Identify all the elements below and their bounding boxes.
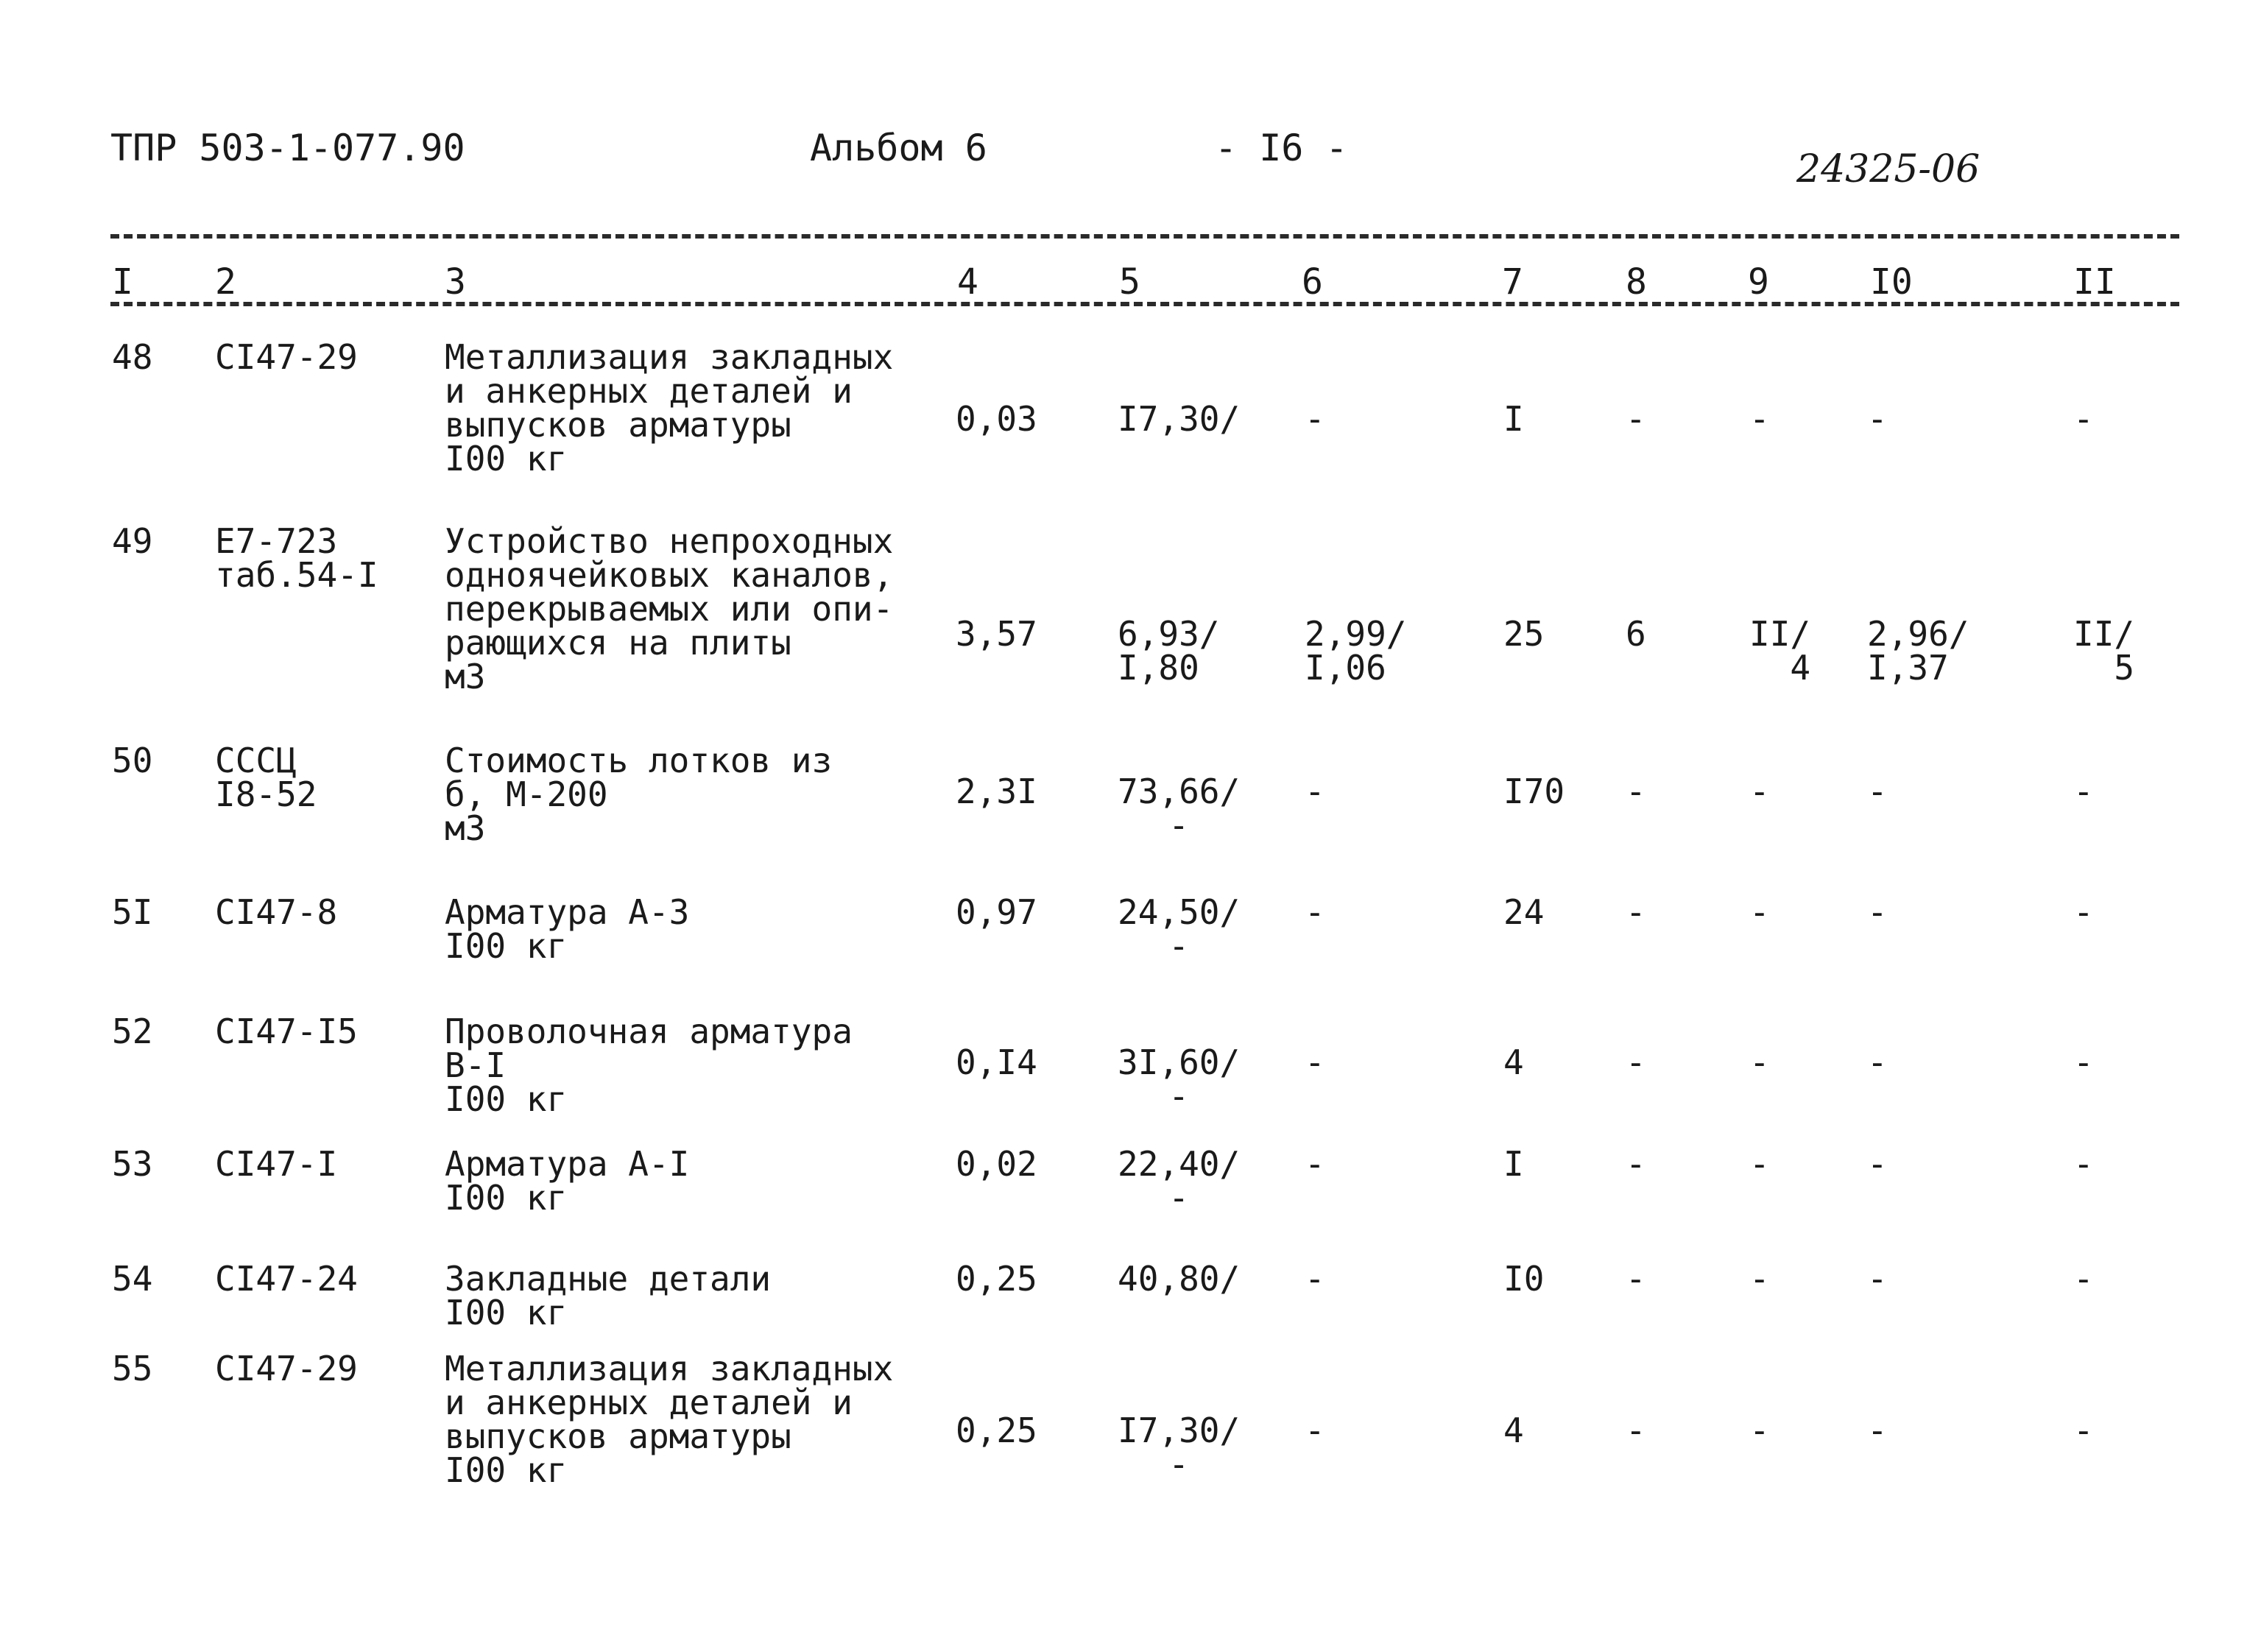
norm-code: СССЦ I8-52: [215, 741, 317, 814]
col-10-value: -: [1867, 399, 1888, 439]
row-number: 5I: [112, 892, 153, 932]
col-11-value: -: [2073, 772, 2094, 811]
norm-code: СI47-29: [215, 1349, 358, 1388]
col-6-value: -: [1305, 1144, 1325, 1184]
col-6-value: -: [1305, 1259, 1325, 1299]
col-6-value: -: [1305, 1042, 1325, 1082]
col-9-value: II/ 4: [1749, 614, 1811, 688]
column-numbers-dashed-rule: [110, 302, 2179, 306]
col-7-value: I: [1503, 1144, 1524, 1184]
norm-code: СI47-8: [215, 892, 338, 932]
row-number: 54: [112, 1259, 153, 1299]
work-description: Устройство непроходных одноячейковых каналов, перекрываемых или опи- рающихся на плиты м3: [445, 521, 894, 696]
row-number: 49: [112, 521, 153, 561]
norm-code: СI47-24: [215, 1259, 358, 1299]
col-10-value: 2,96/ I,37: [1867, 614, 1969, 688]
col-7-value: I0: [1503, 1259, 1545, 1299]
col-11-value: -: [2073, 1411, 2094, 1450]
col-9-value: -: [1749, 892, 1770, 932]
norm-code: Е7-723 таб.54-I: [215, 521, 378, 595]
col-10-value: -: [1867, 1411, 1888, 1450]
col-6-value: -: [1305, 772, 1325, 811]
quantity: 0,25: [956, 1411, 1037, 1450]
page-number: - I6 -: [1215, 127, 1348, 169]
quantity: 0,02: [956, 1144, 1037, 1184]
col-6-value: -: [1305, 399, 1325, 439]
col-8-value: -: [1626, 1259, 1646, 1299]
column-number-8: 8: [1626, 261, 1647, 303]
unit-cost: 22,40/ -: [1118, 1144, 1241, 1218]
quantity: 3,57: [956, 614, 1037, 654]
row-number: 50: [112, 741, 153, 780]
col-11-value: -: [2073, 1042, 2094, 1082]
col-7-value: I: [1503, 399, 1524, 439]
col-11-value: II/ 5: [2073, 614, 2135, 688]
album-label: Альбом 6: [810, 127, 987, 169]
col-6-value: -: [1305, 892, 1325, 932]
col-7-value: 4: [1503, 1042, 1524, 1082]
unit-cost: 40,80/: [1118, 1259, 1241, 1299]
unit-cost: 6,93/ I,80: [1118, 614, 1220, 688]
col-10-value: -: [1867, 1259, 1888, 1299]
col-8-value: -: [1626, 399, 1646, 439]
column-number-1: I: [112, 261, 133, 303]
col-11-value: -: [2073, 892, 2094, 932]
work-description: Металлизация закладных и анкерных деталей и выпусков арматуры I00 кг: [445, 1349, 894, 1490]
col-7-value: I70: [1503, 772, 1565, 811]
row-number: 48: [112, 337, 153, 377]
norm-code: СI47-I: [215, 1144, 338, 1184]
column-number-4: 4: [957, 261, 978, 303]
inventory-number: 24325-06: [1796, 147, 1980, 191]
document-code: ТПР 503-1-077.90: [110, 127, 465, 169]
col-6-value: 2,99/ I,06: [1305, 614, 1407, 688]
col-7-value: 25: [1503, 614, 1545, 654]
col-8-value: -: [1626, 1042, 1646, 1082]
column-number-3: 3: [445, 261, 466, 303]
col-9-value: -: [1749, 1411, 1770, 1450]
work-description: Закладные детали I00 кг: [445, 1259, 772, 1332]
col-6-value: -: [1305, 1411, 1325, 1450]
work-description: Арматура А-3 I00 кг: [445, 892, 690, 966]
row-number: 53: [112, 1144, 153, 1184]
column-number-6: 6: [1302, 261, 1323, 303]
col-11-value: -: [2073, 1259, 2094, 1299]
unit-cost: I7,30/ -: [1118, 1411, 1241, 1484]
work-description: Проволочная арматура В-I I00 кг: [445, 1012, 853, 1119]
col-11-value: -: [2073, 399, 2094, 439]
col-10-value: -: [1867, 1144, 1888, 1184]
col-8-value: -: [1626, 772, 1646, 811]
unit-cost: 73,66/ -: [1118, 772, 1241, 845]
column-number-2: 2: [215, 261, 236, 303]
col-10-value: -: [1867, 892, 1888, 932]
top-dashed-rule: [110, 234, 2179, 239]
col-8-value: 6: [1626, 614, 1646, 654]
norm-code: СI47-29: [215, 337, 358, 377]
work-description: Арматура А-I I00 кг: [445, 1144, 690, 1218]
col-11-value: -: [2073, 1144, 2094, 1184]
col-10-value: -: [1867, 1042, 1888, 1082]
col-9-value: -: [1749, 772, 1770, 811]
norm-code: СI47-I5: [215, 1012, 358, 1051]
quantity: 2,3I: [956, 772, 1037, 811]
col-8-value: -: [1626, 892, 1646, 932]
col-9-value: -: [1749, 1042, 1770, 1082]
row-number: 55: [112, 1349, 153, 1388]
column-number-5: 5: [1119, 261, 1140, 303]
unit-cost: 3I,60/ -: [1118, 1042, 1241, 1116]
col-9-value: -: [1749, 399, 1770, 439]
row-number: 52: [112, 1012, 153, 1051]
col-8-value: -: [1626, 1411, 1646, 1450]
col-10-value: -: [1867, 772, 1888, 811]
unit-cost: 24,50/ -: [1118, 892, 1241, 966]
col-9-value: -: [1749, 1259, 1770, 1299]
unit-cost: I7,30/: [1118, 399, 1241, 439]
column-number-9: 9: [1748, 261, 1769, 303]
col-7-value: 4: [1503, 1411, 1524, 1450]
work-description: Стоимость лотков из б, М-200 м3: [445, 741, 833, 848]
col-7-value: 24: [1503, 892, 1545, 932]
column-number-10: I0: [1870, 261, 1913, 303]
col-9-value: -: [1749, 1144, 1770, 1184]
col-8-value: -: [1626, 1144, 1646, 1184]
work-description: Металлизация закладных и анкерных деталей и выпусков арматуры I00 кг: [445, 337, 894, 479]
column-number-7: 7: [1502, 261, 1523, 303]
column-number-11: II: [2073, 261, 2116, 303]
quantity: 0,97: [956, 892, 1037, 932]
quantity: 0,25: [956, 1259, 1037, 1299]
quantity: 0,03: [956, 399, 1037, 439]
quantity: 0,I4: [956, 1042, 1037, 1082]
